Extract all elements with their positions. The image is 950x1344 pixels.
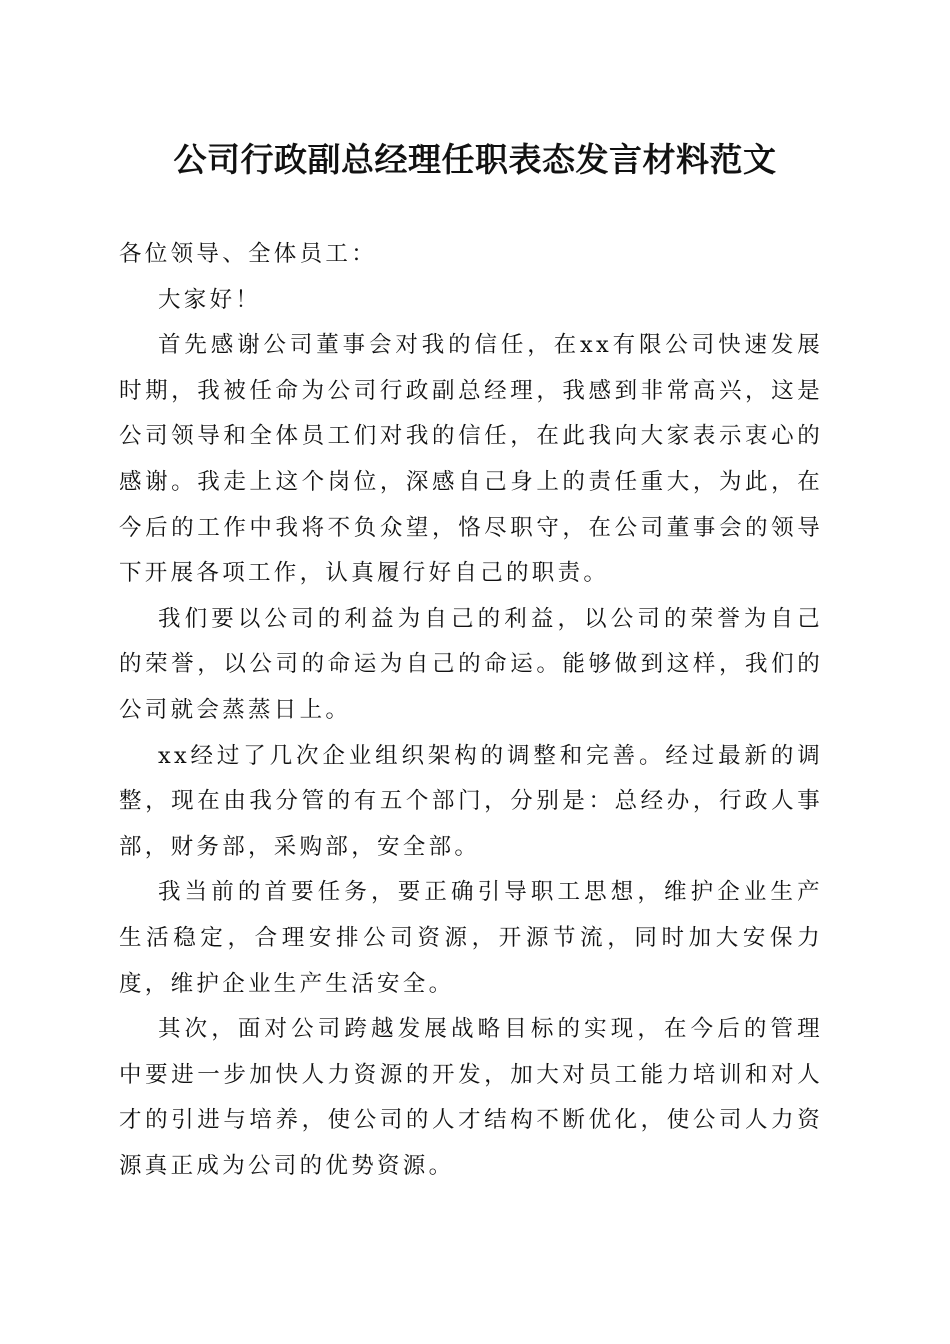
- paragraph: 我们要以公司的利益为自己的利益，以公司的荣誉为自己的荣誉，以公司的命运为自己的命运。能够做到这样，我们的公司就会蒸蒸日上。: [119, 605, 823, 723]
- document-body: [119, 232, 823, 1189]
- paragraph-greeting: 大家好！: [158, 286, 262, 313]
- paragraph: 我当前的首要任务，要正确引导职工思想，维护企业生产生活稳定，合理安排公司资源，开源节流，同时加大安保力度，维护企业生产生活安全。: [119, 879, 823, 997]
- paragraph: xx经过了几次企业组织架构的调整和完善。经过最新的调整，现在由我分管的有五个部门，分别是：总经办，行政人事部，财务部，采购部，安全部。: [119, 742, 823, 860]
- document-title: 公司行政副总经理任职表态发言材料范文: [173, 140, 777, 179]
- salutation: 各位领导、全体员工：: [119, 241, 378, 267]
- paragraph: 首先感谢公司董事会对我的信任，在xx有限公司快速发展时期，我被任命为公司行政副总经理，我感到非常高兴，这是公司领导和全体员工们对我的信任，在此我向大家表示衷心的感谢。我走上这个岗位，深感自己身上的责任重大，为此，在今后的工作中我将不负众望，恪尽职守，在公司董事会的领导下开展各项工作，认真履行好自己的职责。: [119, 332, 823, 587]
- paragraph: 其次，面对公司跨越发展战略目标的实现，在今后的管理中要进一步加快人力资源的开发，加大对员工能力培训和对人才的引进与培养，使公司的人才结构不断优化，使公司人力资源真正成为公司的优势资源。: [119, 1016, 823, 1179]
